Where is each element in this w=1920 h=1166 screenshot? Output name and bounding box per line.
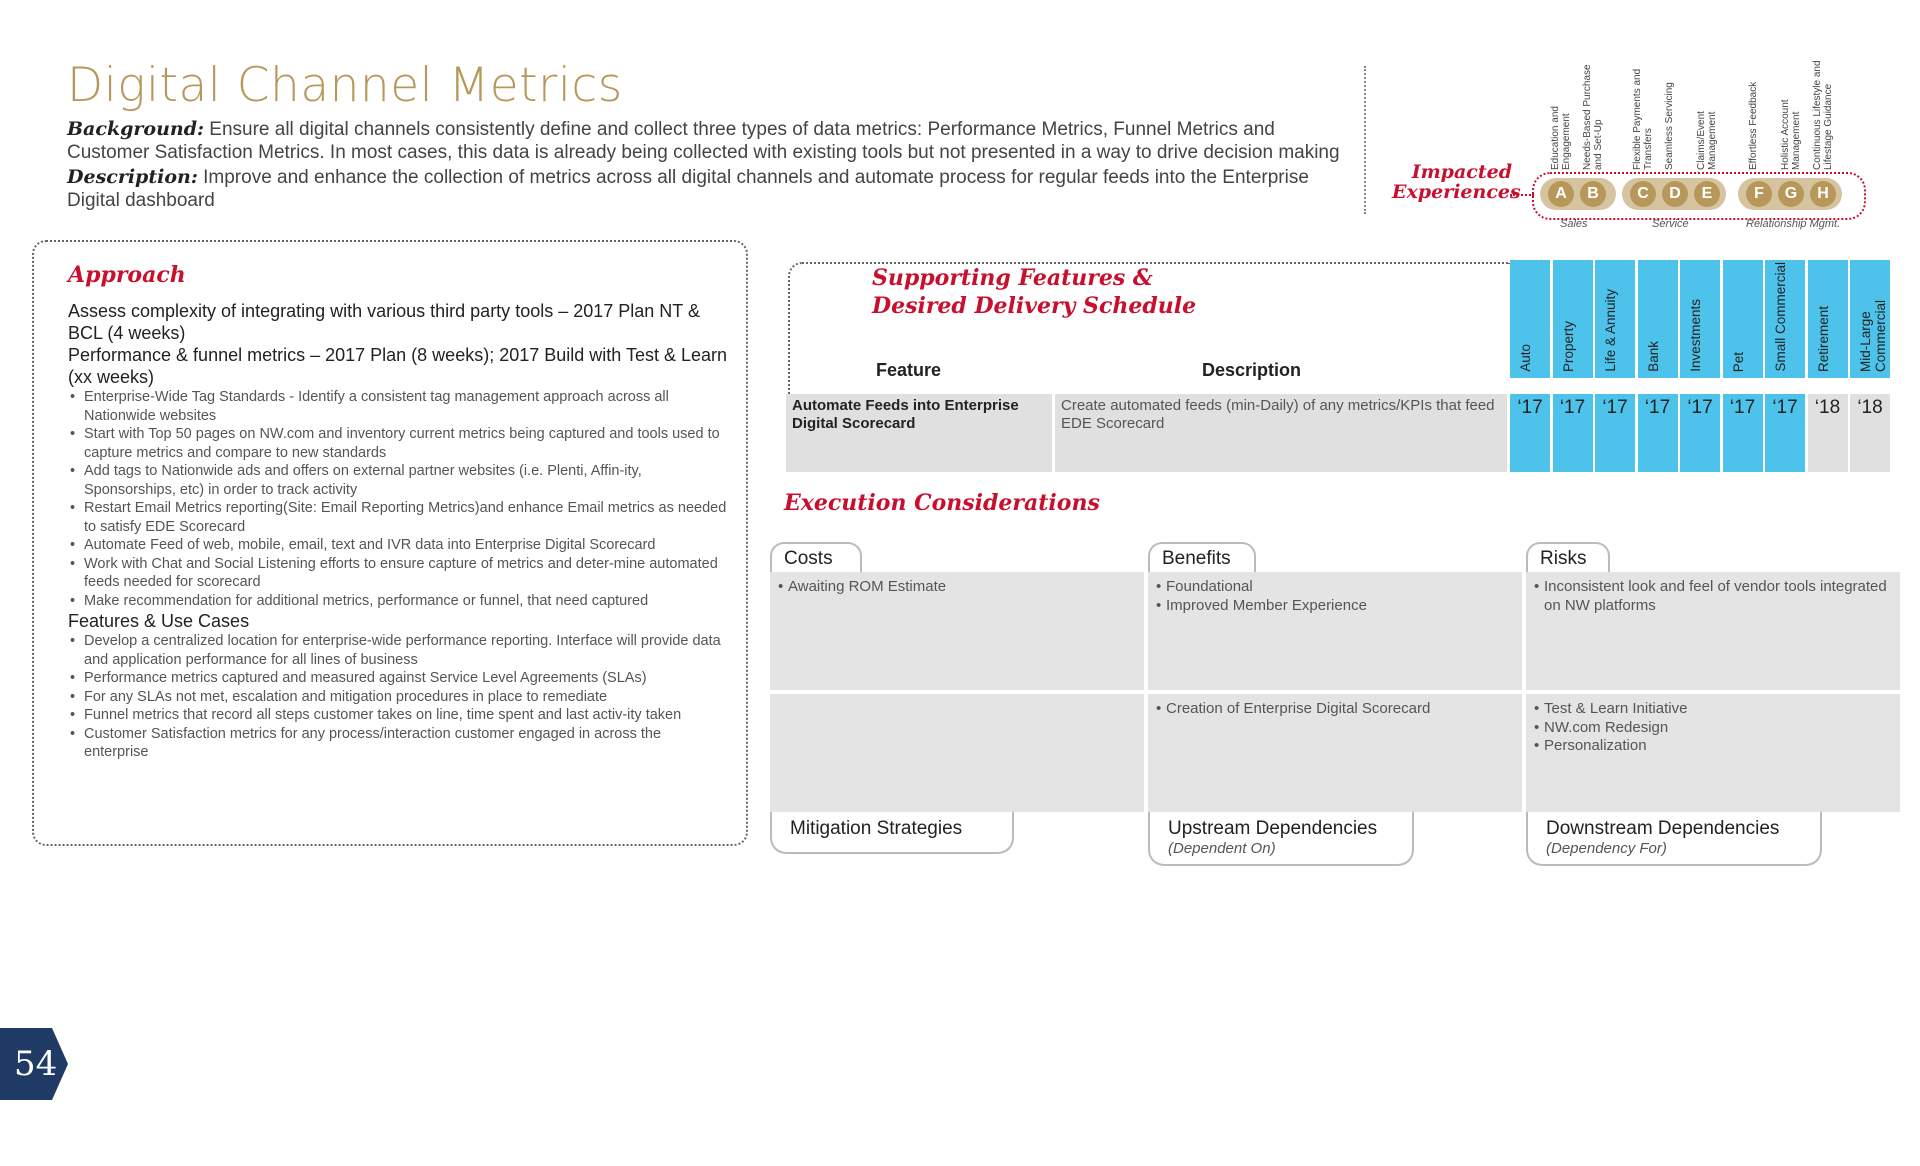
experience-label-c: Flexible Payments and Transfers xyxy=(1632,68,1654,170)
feature-column-header: Feature xyxy=(876,360,942,380)
page-title: Digital Channel Metrics xyxy=(67,58,623,113)
risks-label: Risks xyxy=(1540,548,1587,569)
approach-bullet: • Enterprise-Wide Tag Standards - Identify a consistent tag management approach across all Nationwide websites xyxy=(68,388,728,425)
risks-cell xyxy=(1526,572,1900,690)
experience-group-label: Sales xyxy=(1560,218,1588,230)
approach-bullet: • Work with Chat and Social Listening efforts to ensure capture of metrics and deter-mine automated feeds needed for scorecard xyxy=(68,555,728,592)
lob-delivery-year: ‘17 xyxy=(1638,394,1678,472)
section-divider xyxy=(1364,66,1366,214)
description-text: Improve and enhance the collection of metrics across all digital channels and automate process for regular feeds into the Enterprise Digital dashboard xyxy=(67,167,1309,211)
feature-use-case-bullet: • Develop a centralized location for enterprise-wide performance reporting. Interface will provide data and application performance for all lines of business xyxy=(68,632,728,669)
features-title-line-2: Desired Delivery Schedule xyxy=(872,293,1197,319)
experience-circle-d: D xyxy=(1662,181,1688,207)
experience-circle-b: B xyxy=(1580,181,1606,207)
downstream-list xyxy=(1534,700,1892,756)
costs-list xyxy=(778,578,1136,597)
lob-delivery-year: ‘17 xyxy=(1723,394,1763,472)
downstream-cell xyxy=(1526,694,1900,812)
upstream-label: Upstream Dependencies xyxy=(1168,818,1378,839)
lob-delivery-year: ‘17 xyxy=(1510,394,1550,472)
experience-circle-e: E xyxy=(1694,181,1720,207)
feature-use-case-bullet: • Performance metrics captured and measured against Service Level Agreements (SLAs) xyxy=(68,669,728,688)
lob-name: Life & Annuity xyxy=(1603,289,1618,372)
risks-list xyxy=(1534,578,1892,615)
experience-circle-h: H xyxy=(1810,181,1836,207)
lob-header xyxy=(1723,260,1763,378)
approach-bullet: • Restart Email Metrics reporting(Site: Email Reporting Metrics)and enhance Email metrics as needed to satisfy EDE Scorecard xyxy=(68,499,728,536)
upstream-tab xyxy=(1148,812,1414,866)
lob-delivery-year: ‘17 xyxy=(1765,394,1805,472)
features-title-line-1: Supporting Features & xyxy=(872,265,1153,291)
lob-name: Retirement xyxy=(1815,305,1831,372)
experience-label-d: Seamless Servicing xyxy=(1664,82,1675,170)
lob-name: Small Commercial xyxy=(1773,262,1788,372)
lob-name: Property xyxy=(1560,320,1576,372)
lob-header xyxy=(1808,260,1848,378)
benefits-label: Benefits xyxy=(1162,548,1231,569)
lob-delivery-year: ‘17 xyxy=(1595,394,1635,472)
execution-title: Execution Considerations xyxy=(784,490,1100,516)
approach-list-1 xyxy=(68,388,728,610)
impacted-experiences-label: Impacted Experiences xyxy=(1392,161,1521,203)
downstream-item: • Test & Learn Initiative xyxy=(1534,700,1892,719)
feature-description-cell: Create automated feeds (min-Daily) of any metrics/KPIs that feed EDE Scorecard xyxy=(1055,394,1507,472)
lob-delivery-year: ‘18 xyxy=(1850,394,1890,472)
experience-group-label: Service xyxy=(1652,218,1689,230)
experience-label-f: Effortless Feedback xyxy=(1748,81,1759,170)
approach-bullet: • Start with Top 50 pages on NW.com and inventory current metrics being captured and tools used to capture metrics and compare to new standards xyxy=(68,425,728,462)
lob-header xyxy=(1553,260,1593,378)
lob-name: Mid-Large Commercial xyxy=(1858,299,1888,372)
downstream-item: • NW.com Redesign xyxy=(1534,719,1892,738)
lob-name: Auto xyxy=(1518,344,1533,372)
experience-label-g: Holistic Account Management xyxy=(1780,99,1802,170)
lob-delivery-year: ‘17 xyxy=(1680,394,1720,472)
experience-circle-a: A xyxy=(1548,181,1574,207)
feature-use-case-bullet: • For any SLAs not met, escalation and mitigation procedures in place to remediate xyxy=(68,688,728,707)
lob-name: Investments xyxy=(1688,299,1703,372)
impacted-connector xyxy=(1510,194,1534,196)
approach-bullet: • Make recommendation for additional metrics, performance or funnel, that need captured xyxy=(68,592,728,611)
lob-name: Bank xyxy=(1645,341,1661,372)
features-title xyxy=(872,264,1196,320)
downstream-tab xyxy=(1526,812,1822,866)
downstream-item: • Personalization xyxy=(1534,737,1892,756)
upstream-sublabel: (Dependent On) xyxy=(1168,840,1276,857)
approach-title: Approach xyxy=(68,262,186,288)
lob-header xyxy=(1680,260,1720,378)
benefits-item: • Foundational xyxy=(1156,578,1514,597)
description-column-header: Description xyxy=(1202,360,1302,380)
intro-text xyxy=(67,118,1347,212)
mitigation-label: Mitigation Strategies xyxy=(790,818,963,839)
approach-content xyxy=(68,300,728,762)
benefits-list xyxy=(1156,578,1514,615)
approach-heading-3: Features & Use Cases xyxy=(68,611,250,631)
description-label: Description: xyxy=(67,166,198,188)
experience-label-h: Continuous Lifestyle and Lifestage Guidance xyxy=(1812,60,1834,170)
lob-header xyxy=(1595,260,1635,378)
description-paragraph xyxy=(67,166,1347,212)
mitigation-cell xyxy=(770,694,1144,812)
lob-delivery-year: ‘18 xyxy=(1808,394,1848,472)
approach-heading-2: Performance & funnel metrics – 2017 Plan (8 weeks); 2017 Build with Test & Learn (xx weeks) xyxy=(68,345,728,387)
experience-circle-g: G xyxy=(1778,181,1804,207)
lob-header xyxy=(1850,260,1890,378)
upstream-item: • Creation of Enterprise Digital Scorecard xyxy=(1156,700,1514,719)
lob-header xyxy=(1638,260,1678,378)
experience-label-a: Education and Engagement xyxy=(1550,106,1572,170)
background-text: Ensure all digital channels consistently define and collect three types of data metrics: Performance Metrics, Funnel Metrics and Customer Satisfaction Metrics. In most cases, this data is already being collected with existing tools but not presented in a way to drive decision making xyxy=(67,119,1340,163)
lob-header xyxy=(1765,260,1805,378)
costs-label: Costs xyxy=(784,548,833,569)
approach-heading-1: Assess complexity of integrating with various third party tools – 2017 Plan NT & BCL (4 weeks) xyxy=(68,301,700,343)
lob-name: Pet xyxy=(1730,351,1746,372)
approach-bullet: • Automate Feed of web, mobile, email, text and IVR data into Enterprise Digital Scorecard xyxy=(68,536,728,555)
experience-circle-f: F xyxy=(1746,181,1772,207)
page-number: 54 xyxy=(14,1044,58,1084)
benefits-cell xyxy=(1148,572,1522,690)
costs-item: • Awaiting ROM Estimate xyxy=(778,578,1136,597)
benefits-tab xyxy=(1148,542,1256,572)
upstream-list xyxy=(1156,700,1514,719)
downstream-sublabel: (Dependency For) xyxy=(1546,840,1667,857)
risks-tab xyxy=(1526,542,1610,572)
background-paragraph xyxy=(67,118,1347,164)
lob-delivery-year: ‘17 xyxy=(1553,394,1593,472)
mitigation-tab xyxy=(770,812,1014,854)
experience-group-label: Relationship Mgmt. xyxy=(1746,218,1841,230)
lob-header xyxy=(1510,260,1550,378)
experience-label-b: Needs-Based Purchase and Set-Up xyxy=(1582,64,1604,170)
experience-label-e: Claims/Event Management xyxy=(1696,111,1718,170)
approach-list-2 xyxy=(68,632,728,762)
downstream-label: Downstream Dependencies xyxy=(1546,818,1780,839)
feature-name-cell: Automate Feeds into Enterprise Digital Scorecard xyxy=(786,394,1052,472)
feature-use-case-bullet: • Customer Satisfaction metrics for any process/interaction customer engaged in across the enterprise xyxy=(68,725,728,762)
costs-cell xyxy=(770,572,1144,690)
background-label: Background: xyxy=(67,118,204,140)
costs-tab xyxy=(770,542,862,572)
approach-bullet: • Add tags to Nationwide ads and offers on external partner websites (i.e. Plenti, Affin-ity, Sponsorships, etc) in order to track activity xyxy=(68,462,728,499)
risks-item: • Inconsistent look and feel of vendor tools integrated on NW platforms xyxy=(1534,578,1892,615)
upstream-cell xyxy=(1148,694,1522,812)
experience-circle-c: C xyxy=(1630,181,1656,207)
feature-use-case-bullet: • Funnel metrics that record all steps customer takes on line, time spent and last activ-ity taken xyxy=(68,706,728,725)
benefits-item: • Improved Member Experience xyxy=(1156,597,1514,616)
